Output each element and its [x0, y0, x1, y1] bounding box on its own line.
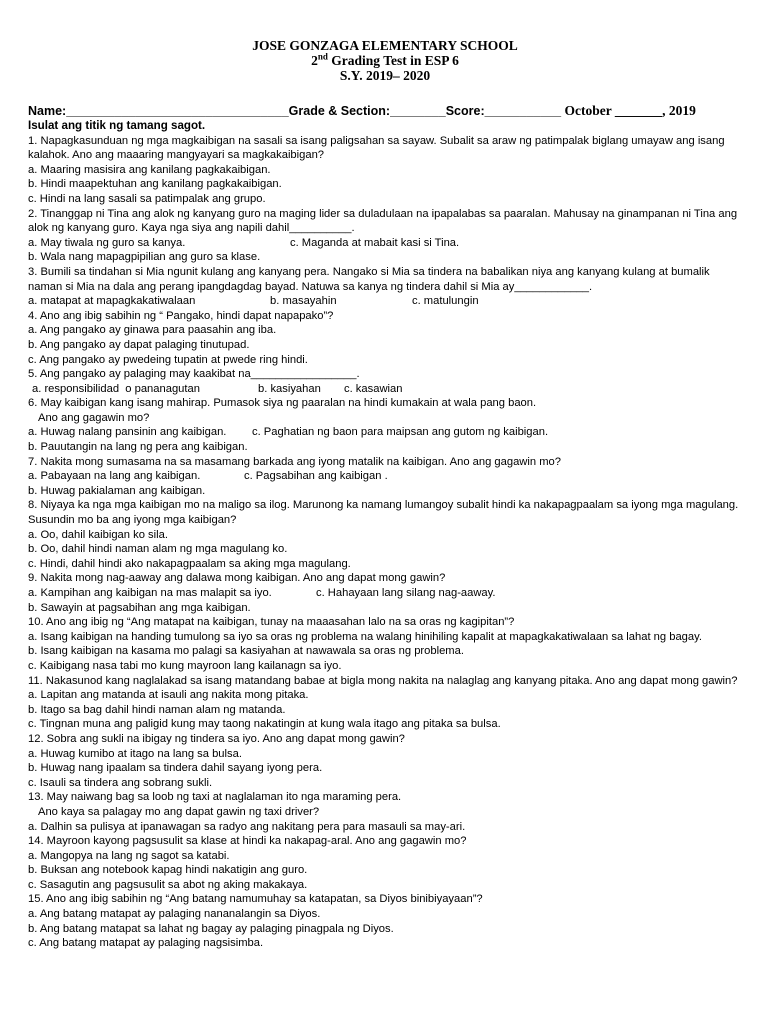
- q8-option-a: a. Oo, dahil kaibigan ko sila.: [28, 528, 168, 541]
- q15-option-a: a. Ang batang matapat ay palaging nananalangin sa Diyos.: [28, 908, 321, 921]
- q6-option-b: b. Pauutangin na lang ng pera ang kaibigan.: [28, 441, 248, 454]
- q6-option-a: a. Huwag nalang pansinin ang kaibigan.: [28, 426, 227, 439]
- question-15: 15. Ano ang ibig sabihin ng “Ang batang namumuhay sa katapatan, sa Diyos binibiyayaan”?: [28, 893, 483, 906]
- grading-rest: Grading Test in ESP 6: [327, 53, 459, 68]
- q5-option-a: a. responsibilidad o pananagutan: [32, 382, 200, 395]
- q3-options-row: [28, 294, 742, 309]
- q1-option-b: b. Hindi maapektuhan ang kanilang pagkakaibigan.: [28, 178, 282, 191]
- instruction: Isulat ang titik ng tamang sagot.: [28, 119, 206, 132]
- question-14: 14. Mayroon kayong pagsusulit sa klase at hindi ka nakapag-aral. Ano ang gagawin mo?: [28, 835, 467, 848]
- question-6: 6. May kaibigan kang isang mahirap. Pumasok siya ng paaralan na hindi kumakain at wala pang baon.: [28, 397, 537, 410]
- q12-option-a: a. Huwag kumibo at itago na lang sa bulsa.: [28, 747, 242, 760]
- q6-options-row: [28, 425, 742, 440]
- question-9: 9. Nakita mong nag-aaway ang dalawa mong kaibigan. Ano ang dapat mong gawin?: [28, 572, 446, 585]
- q7-option-c: c. Pagsabihan ang kaibigan .: [244, 470, 388, 483]
- q2-option-b: b. Wala nang mapagpipilian ang guro sa klase.: [28, 251, 261, 264]
- q2-option-c: c. Maganda at mabait kasi si Tina.: [290, 236, 460, 249]
- question-1: 1. Napagkasunduan ng mga magkaibigan na sasali sa isang paligsahan sa sayaw. Subalit sa araw ng patimpalak biglang umayaw ang isang kalahok. Ano ang maaaring mangyayari sa magkakaibigan?: [28, 134, 725, 162]
- question-10: 10. Ano ang ibig ng “Ang matapat na kaibigan, tunay na maaasahan lalo na sa oras ng kagipitan”?: [28, 616, 515, 629]
- q13-option-a: a. Dalhin sa pulisya at ipanawagan sa radyo ang nakitang pera para masauli sa may-ari.: [28, 820, 466, 833]
- q11-option-a: a. Lapitan ang matanda at isauli ang nakita mong pitaka.: [28, 689, 309, 702]
- question-12: 12. Sobra ang sukli na ibigay ng tindera sa iyo. Ano ang dapat mong gawin?: [28, 732, 405, 745]
- q5-option-c: c. kasawian: [344, 382, 403, 395]
- q15-option-c: c. Ang batang matapat ay palaging nagsisimba.: [28, 937, 264, 950]
- q4-option-a: a. Ang pangako ay ginawa para paasahin ang iba.: [28, 324, 277, 337]
- q4-option-b: b. Ang pangako ay dapat palaging tinutupad.: [28, 338, 250, 351]
- q2-option-a: a. May tiwala ng guro sa kanya.: [28, 236, 186, 249]
- q10-option-a: a. Isang kaibigan na handing tumulong sa iyo sa oras ng problema na walang hinihiling kapalit at mapagkakatiwalaan sa lahat ng bagay.: [28, 630, 702, 643]
- school-name: JOSE GONZAGA ELEMENTARY SCHOOL: [252, 38, 518, 53]
- grade-section-field[interactable]: Grade & Section:________: [288, 104, 446, 118]
- q5-options-row: [28, 382, 742, 397]
- q14-option-c: c. Sasagutin ang pagsusulit sa abot ng aking makakaya.: [28, 878, 308, 891]
- q8-option-c: c. Hindi, dahil hindi ako nakapagpaalam sa aking mga magulang.: [28, 557, 351, 570]
- q10-option-b: b. Isang kaibigan na kasama mo palagi sa kasiyahan at nawawala sa oras ng problema.: [28, 645, 464, 658]
- q7-option-b: b. Huwag pakialaman ang kaibigan.: [28, 484, 206, 497]
- q6-option-c: c. Paghatian ng baon para maipsan ang gutom ng kaibigan.: [252, 426, 549, 439]
- q1-option-c: c. Hindi na lang sasali sa patimpalak ang grupo.: [28, 192, 266, 205]
- question-2: 2. Tinanggap ni Tina ang alok ng kanyang guro na maging lider sa duladulaan na ipapalabas sa paaralan. Mahusay na ginampanan ni Tina ang alok ng kanyang guro. Kaya nga siya ang napili dahil__________.: [28, 207, 738, 235]
- q11-option-c: c. Tingnan muna ang paligid kung may taong nakatingin at kung wala itago ang pitaka sa bulsa.: [28, 718, 501, 731]
- q9-options-row: [28, 586, 742, 601]
- question-4: 4. Ano ang ibig sabihin ng “ Pangako, hindi dapat napapako”?: [28, 309, 334, 322]
- question-5: 5. Ang pangako ay palaging may kaakibat na_________________.: [28, 368, 360, 381]
- q11-option-b: b. Itago sa bag dahil hindi naman alam ng matanda.: [28, 703, 286, 716]
- question-6-prompt: Ano ang gagawin mo?: [38, 411, 150, 424]
- q5-option-b: b. kasiyahan: [258, 382, 321, 395]
- question-13: 13. May naiwang bag sa loob ng taxi at naglalaman ito nga maraming pera.: [28, 791, 402, 804]
- score-field[interactable]: Score:___________: [445, 104, 562, 118]
- q4-option-c: c. Ang pangako ay pwedeing tupatin at pwede ring hindi.: [28, 353, 308, 366]
- question-3: 3. Bumili sa tindahan si Mia ngunit kulang ang kanyang pera. Nangako si Mia sa tindera na babalikan niya ang kanyang kulang at bumalik naman si Mia na dala ang perang ipangdagdag bayad. Natuwa sa kanya ng tindera dahil si Mia ay____________.: [28, 265, 710, 293]
- question-11: 11. Nakasunod kang naglalakad sa isang matandang babae at bigla mong nakita na nalaglag ang kanyang pitaka. Ano ang dapat mong gawin?: [28, 674, 738, 687]
- grading-suffix: nd: [317, 51, 328, 62]
- q9-option-b: b. Sawayin at pagsabihan ang mga kaibigan.: [28, 601, 251, 614]
- date-field[interactable]: October _______, 2019: [561, 103, 696, 118]
- q9-option-a: a. Kampihan ang kaibigan na mas malapit sa iyo.: [28, 587, 272, 599]
- q3-option-c: c. matulungin: [412, 295, 479, 308]
- q14-option-a: a. Mangopya na lang ng sagot sa katabi.: [28, 849, 230, 862]
- test-title: [28, 53, 742, 68]
- q1-option-a: a. Maaring masisira ang kanilang pagkakaibigan.: [28, 163, 271, 176]
- questions-body: [28, 119, 742, 951]
- question-8: 8. Niyaya ka nga mga kaibigan mo na maligo sa ilog. Marunong ka namang lumangoy subalit hindi ka nakapagpaalam sa iyong mga magulang. Susundin mo ba ang iyong mga kaibigan?: [28, 499, 739, 527]
- q9-option-c: c. Hahayaan lang silang nag-aaway.: [316, 587, 496, 599]
- q7-option-a: a. Pabayaan na lang ang kaibigan.: [28, 470, 201, 483]
- q2-options-row: [28, 236, 742, 251]
- q3-option-b: b. masayahin: [270, 295, 337, 308]
- q8-option-b: b. Oo, dahil hindi naman alam ng mga magulang ko.: [28, 543, 288, 556]
- q15-option-b: b. Ang batang matapat sa lahat ng bagay ay palaging pinagpala ng Diyos.: [28, 922, 394, 935]
- q12-option-c: c. Isauli sa tindera ang sobrang sukli.: [28, 776, 213, 789]
- school-year: S.Y. 2019– 2020: [339, 68, 431, 83]
- test-header: [28, 38, 742, 83]
- question-13-prompt: Ano kaya sa palagay mo ang dapat gawin ng taxi driver?: [38, 805, 320, 818]
- q12-option-b: b. Huwag nang ipaalam sa tindera dahil sayang iyong pera.: [28, 762, 323, 775]
- q10-option-c: c. Kaibigang nasa tabi mo kung mayroon lang kailanagn sa iyo.: [28, 659, 342, 672]
- student-info-line: [28, 103, 742, 119]
- name-field[interactable]: Name:________________________________: [28, 104, 289, 118]
- q14-option-b: b. Buksan ang notebook kapag hindi nakatigin ang guro.: [28, 864, 308, 877]
- q7-options-row: [28, 469, 742, 484]
- question-7: 7. Nakita mong sumasama na sa masamang barkada ang iyong matalik na kaibigan. Ano ang gagawin mo?: [28, 455, 561, 468]
- q3-option-a: a. matapat at mapagkakatiwalaan: [28, 295, 196, 308]
- grading-number: 2: [311, 53, 318, 68]
